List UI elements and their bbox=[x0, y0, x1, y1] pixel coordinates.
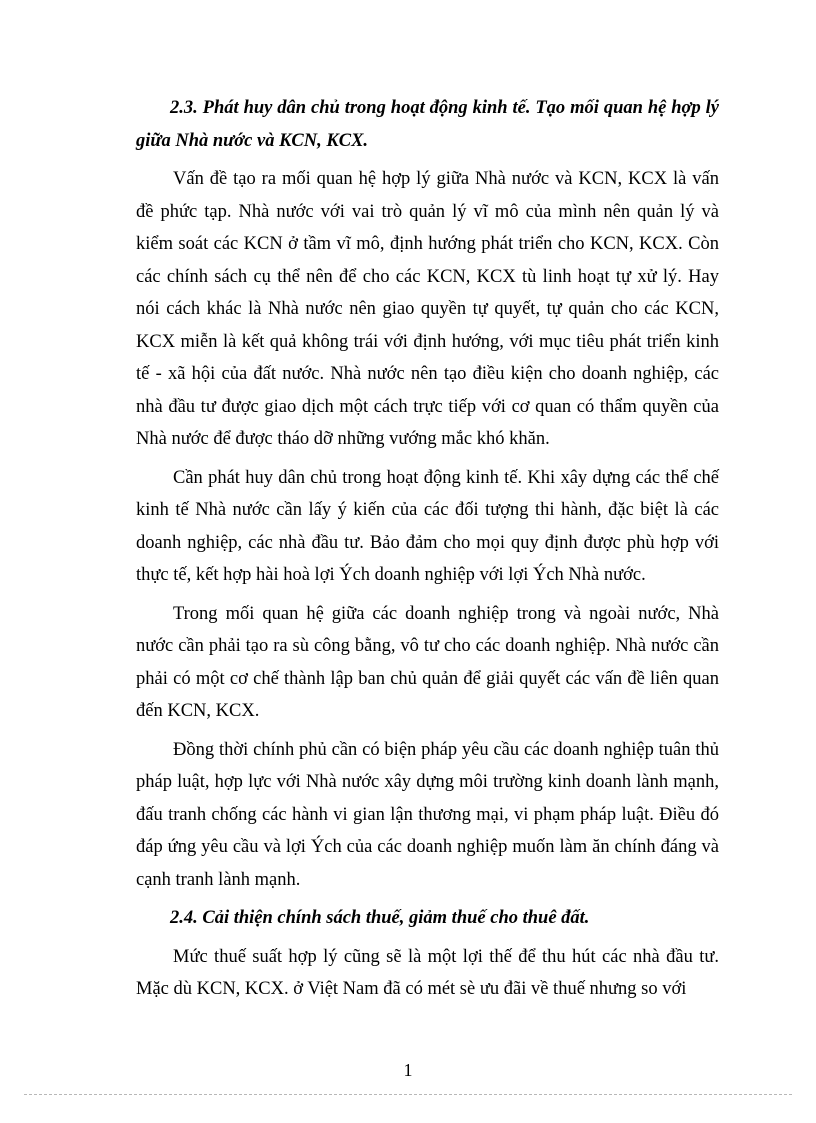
section-heading-2-3: 2.3. Phát huy dân chủ trong hoạt động kinh tế. Tạo mối quan hệ hợp lý giữa Nhà nước và KCN, KCX. bbox=[136, 98, 719, 151]
paragraph: Đồng thời chính phủ cần có biện pháp yêu cầu các doanh nghiệp tuân thủ pháp luật, hợp lực với Nhà nước xây dựng môi trường kinh doanh lành mạnh, đấu tranh chống các hành vi gian lận thương mại, vi phạm pháp luật. Điều đó đáp ứng yêu cầu và lợi Ých của các doanh nghiệp muốn làm ăn chính đáng và cạnh tranh lành mạnh. bbox=[136, 739, 719, 890]
paragraph: Cần phát huy dân chủ trong hoạt động kinh tế. Khi xây dựng các thể chế kinh tế Nhà nước cần lấy ý kiến của các đối tượng thi hành, đặc biệt là các doanh nghiệp, các nhà đầu tư. Bảo đảm cho mọi quy định được phù hợp với thực tế, kết hợp hài hoà lợi Ých doanh nghiệp với lợi Ých Nhà nước. bbox=[136, 467, 719, 585]
section-heading-2-4: 2.4. Cải thiện chính sách thuế, giảm thuế cho thuê đất. bbox=[170, 908, 590, 928]
paragraph: Trong mối quan hệ giữa các doanh nghiệp trong và ngoài nước, Nhà nước cần phải tạo ra sù công bằng, vô tư cho các doanh nghiệp. Nhà nước cần phải có một cơ chế thành lập ban chủ quản để giải quyết các vấn đề liên quan đến KCN, KCX. bbox=[136, 603, 719, 721]
page-bottom-divider bbox=[24, 1094, 792, 1095]
page-content bbox=[136, 92, 719, 1012]
paragraph: Mức thuế suất hợp lý cũng sẽ là một lợi thế để thu hút các nhà đầu tư. Mặc dù KCN, KCX. ở Việt Nam đã có mét sè ưu đãi về thuế nhưng so với bbox=[136, 946, 719, 999]
paragraph: Vấn đề tạo ra mối quan hệ hợp lý giữa Nhà nước và KCN, KCX là vấn đề phức tạp. Nhà nước với vai trò quản lý vĩ mô của mình nên quản lý và kiểm soát các KCN ở tầm vĩ mô, định hướng phát triển cho KCN, KCX. Còn các chính sách cụ thể nên để cho các KCN, KCX tù linh hoạt tự xử lý. Hay nói cách khác là Nhà nước nên giao quyền tự quyết, tự quản cho các KCN, KCX miễn là kết quả không trái với định hướng, với mục tiêu phát triển kinh tế - xã hội của đất nước. Nhà nước nên tạo điều kiện cho doanh nghiệp, các nhà đầu tư được giao dịch một cách trực tiếp với cơ quan có thẩm quyền của Nhà nước để được tháo dỡ những vướng mắc khó khăn. bbox=[136, 169, 719, 449]
page-number: 1 bbox=[403, 1060, 413, 1080]
